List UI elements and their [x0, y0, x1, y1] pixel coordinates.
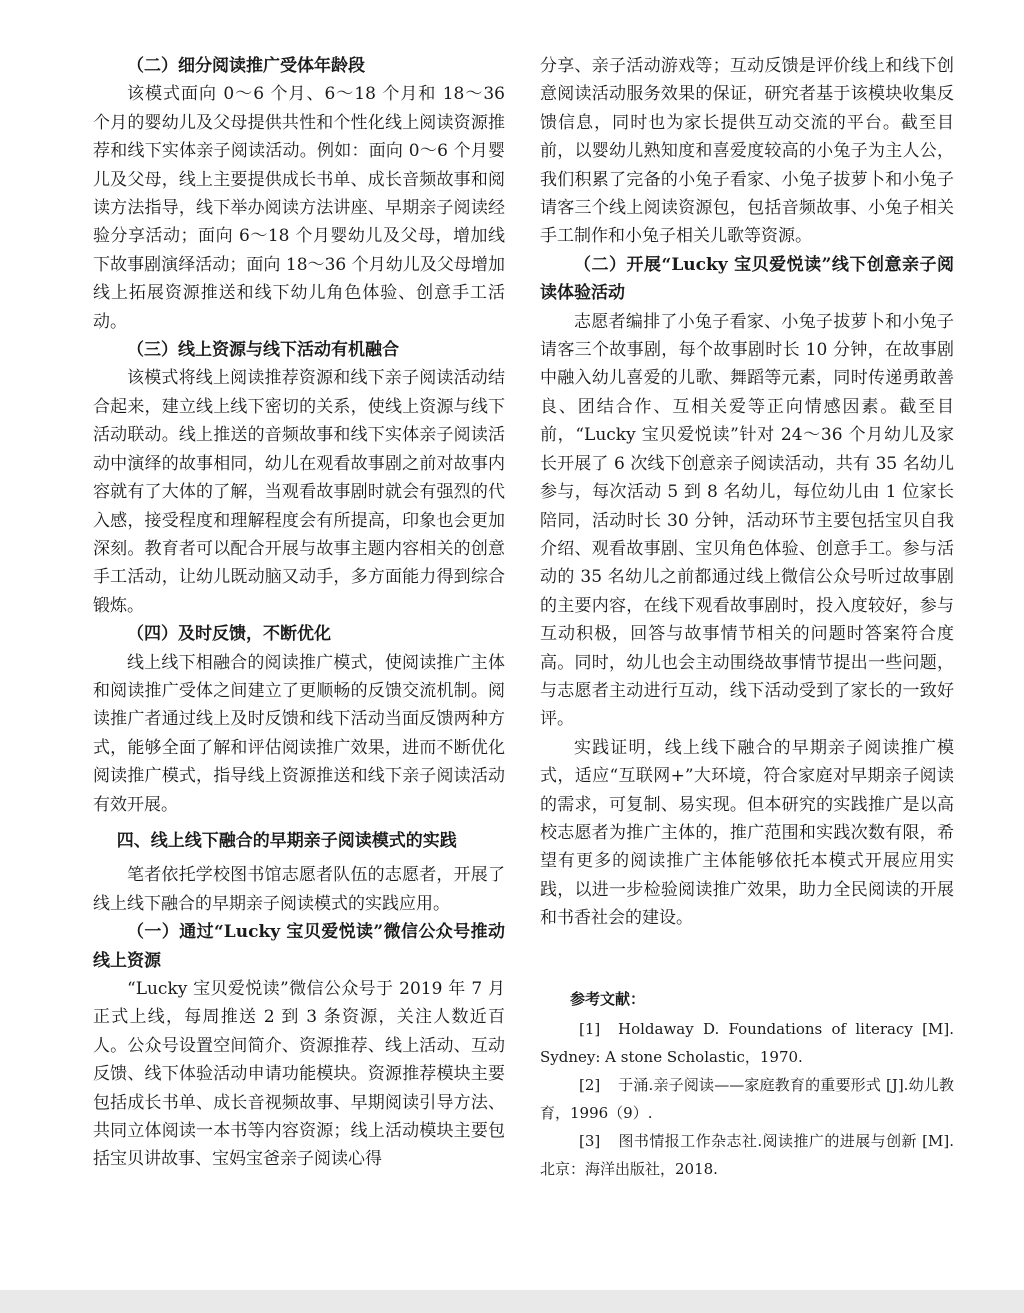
reference-text: Holdaway D. Foundations of literacy [M]. Sydney: A stone Scholastic，1970.	[540, 1019, 954, 1066]
reference-text: 图书情报工作杂志社.阅读推广的进展与创新 [M].北京：海洋出版社，2018.	[540, 1131, 954, 1178]
reference-number: [2]	[579, 1075, 601, 1094]
section-heading-online-offline-fusion: （三）线上资源与线下活动有机融合	[127, 340, 399, 361]
section-heading-feedback: （四）及时反馈，不断优化	[127, 624, 331, 645]
paragraph-wechat: “Lucky 宝贝爱悦读”微信公众号于 2019 年 7 月正式上线，每周推送 2 到 3 条资源，关注人数近百人。公众号设置空间简介、资源推荐、线上活动、互动反馈、线下体验活动申请功能模块。资源推荐模块主要包括成长书单、成长音视频故事、早期阅读引导方法、共同立体阅读一本书等内容资源；线上活动模块主要包括宝贝讲故事、宝妈宝爸亲子阅读心得	[93, 979, 505, 1170]
reference-number: [3]	[579, 1131, 601, 1150]
section-heading-offline-activity: （二）开展“Lucky 宝贝爱悦读”线下创意亲子阅读体验活动	[540, 254, 954, 304]
paragraph-practice: 笔者依托学校图书馆志愿者队伍的志愿者，开展了线上线下融合的早期亲子阅读模式的实践应用。	[93, 865, 505, 914]
paragraph-feedback: 线上线下相融合的阅读推广模式，使阅读推广主体和阅读推广受体之间建立了更顺畅的反馈交流机制。阅读推广者通过线上及时反馈和线下活动当面反馈两种方式，能够全面了解和评估阅读推广效果，进而不断优化阅读推广模式，指导线上资源推送和线下亲子阅读活动有效开展。	[93, 652, 505, 815]
page-bottom-band	[0, 1290, 1024, 1313]
section-heading-wechat: （一）通过“Lucky 宝贝爱悦读”微信公众号推动线上资源	[93, 922, 505, 971]
section-heading-age-segments: （二）细分阅读推广受体年龄段	[127, 56, 365, 76]
reference-item	[540, 1015, 954, 1071]
paragraph-offline-activity: 志愿者编排了小兔子看家、小兔子拔萝卜和小兔子请客三个故事剧，每个故事剧时长 10 分钟，在故事剧中融入幼儿喜爱的儿歌、舞蹈等元素，同时传递勇敢善良、团结合作、互相关爱等正向情感因素。截至目前，“Lucky 宝贝爱悦读”针对 24～36 个月幼儿及家长开展了 6 次线下创意亲子阅读活动，共有 35 名幼儿参与，每次活动 5 到 8 名幼儿，每位幼儿由 1 位家长陪同，活动时长 30 分钟，活动环节主要包括宝贝自我介绍、观看故事剧、宝贝角色体验、创意手工。参与活动的 35 名幼儿之前都通过线上微信公众号听过故事剧的主要内容，在线下观看故事剧时，投入度较好，参与互动积极，回答与故事情节相关的问题时答案符合度高。同时，幼儿也会主动围绕故事情节提出一些问题，与志愿者主动进行互动，线下活动受到了家长的一致好评。	[540, 311, 954, 730]
left-column	[93, 52, 505, 1174]
section-heading-practice: 四、线上线下融合的早期亲子阅读模式的实践	[116, 830, 457, 851]
reference-number: [1]	[579, 1019, 601, 1038]
paragraph-online-offline-fusion: 该模式将线上阅读推荐资源和线下亲子阅读活动结合起来，建立线上线下密切的关系，使线上资源与线下活动联动。线上推送的音频故事和线下实体亲子阅读活动中演绎的故事相同，幼儿在观看故事剧之前对故事内容就有了大体的了解，当观看故事剧时就会有强烈的代入感，接受程度和理解程度会有所提高，印象也会更加深刻。教育者可以配合开展与故事主题内容相关的创意手工活动，让幼儿既动脑又动手，多方面能力得到综合锻炼。	[93, 368, 505, 616]
paragraph-conclusion: 实践证明，线上线下融合的早期亲子阅读推广模式，适应“互联网+”大环境，符合家庭对早期亲子阅读的需求，可复制、易实现。但本研究的实践推广是以高校志愿者为推广主体的，推广范围和实践次数有限，希望有更多的阅读推广主体能够依托本模式开展应用实践，以进一步检验阅读推广效果，助力全民阅读的开展和书香社会的建设。	[540, 737, 954, 929]
reference-item	[540, 1127, 954, 1183]
paragraph-age-segments: 该模式面向 0～6 个月、6～18 个月和 18～36 个月的婴幼儿及父母提供共性和个性化线上阅读资源推荐和线下实体亲子阅读活动。例如：面向 0～6 个月婴儿及父母，线上主要提供成长书单、成长音频故事和阅读方法指导，线下举办阅读方法讲座、早期亲子阅读经验分享活动；面向 6～18 个月婴幼儿及父母，增加线下故事剧演绎活动；面向 18～36 个月幼儿及父母增加线上拓展资源推送和线下幼儿角色体验、创意手工活动。	[93, 84, 505, 332]
references-title: 参考文献：	[570, 989, 646, 1008]
reference-text: 于涌.亲子阅读——家庭教育的重要形式 [J].幼儿教育，1996（9）.	[540, 1075, 954, 1122]
right-column	[540, 52, 954, 1183]
references-section	[540, 985, 954, 1183]
paragraph-wechat-continued: 分享、亲子活动游戏等；互动反馈是评价线上和线下创意阅读活动服务效果的保证，研究者基于该模块收集反馈信息，同时也为家长提供互动交流的平台。截至目前，以婴幼儿熟知度和喜爱度较高的小兔子为主人公，我们积累了完备的小兔子看家、小兔子拔萝卜和小兔子请客三个线上阅读资源包，包括音频故事、小兔子相关手工制作和小兔子相关儿歌等资源。	[540, 56, 954, 247]
reference-item	[540, 1071, 954, 1127]
